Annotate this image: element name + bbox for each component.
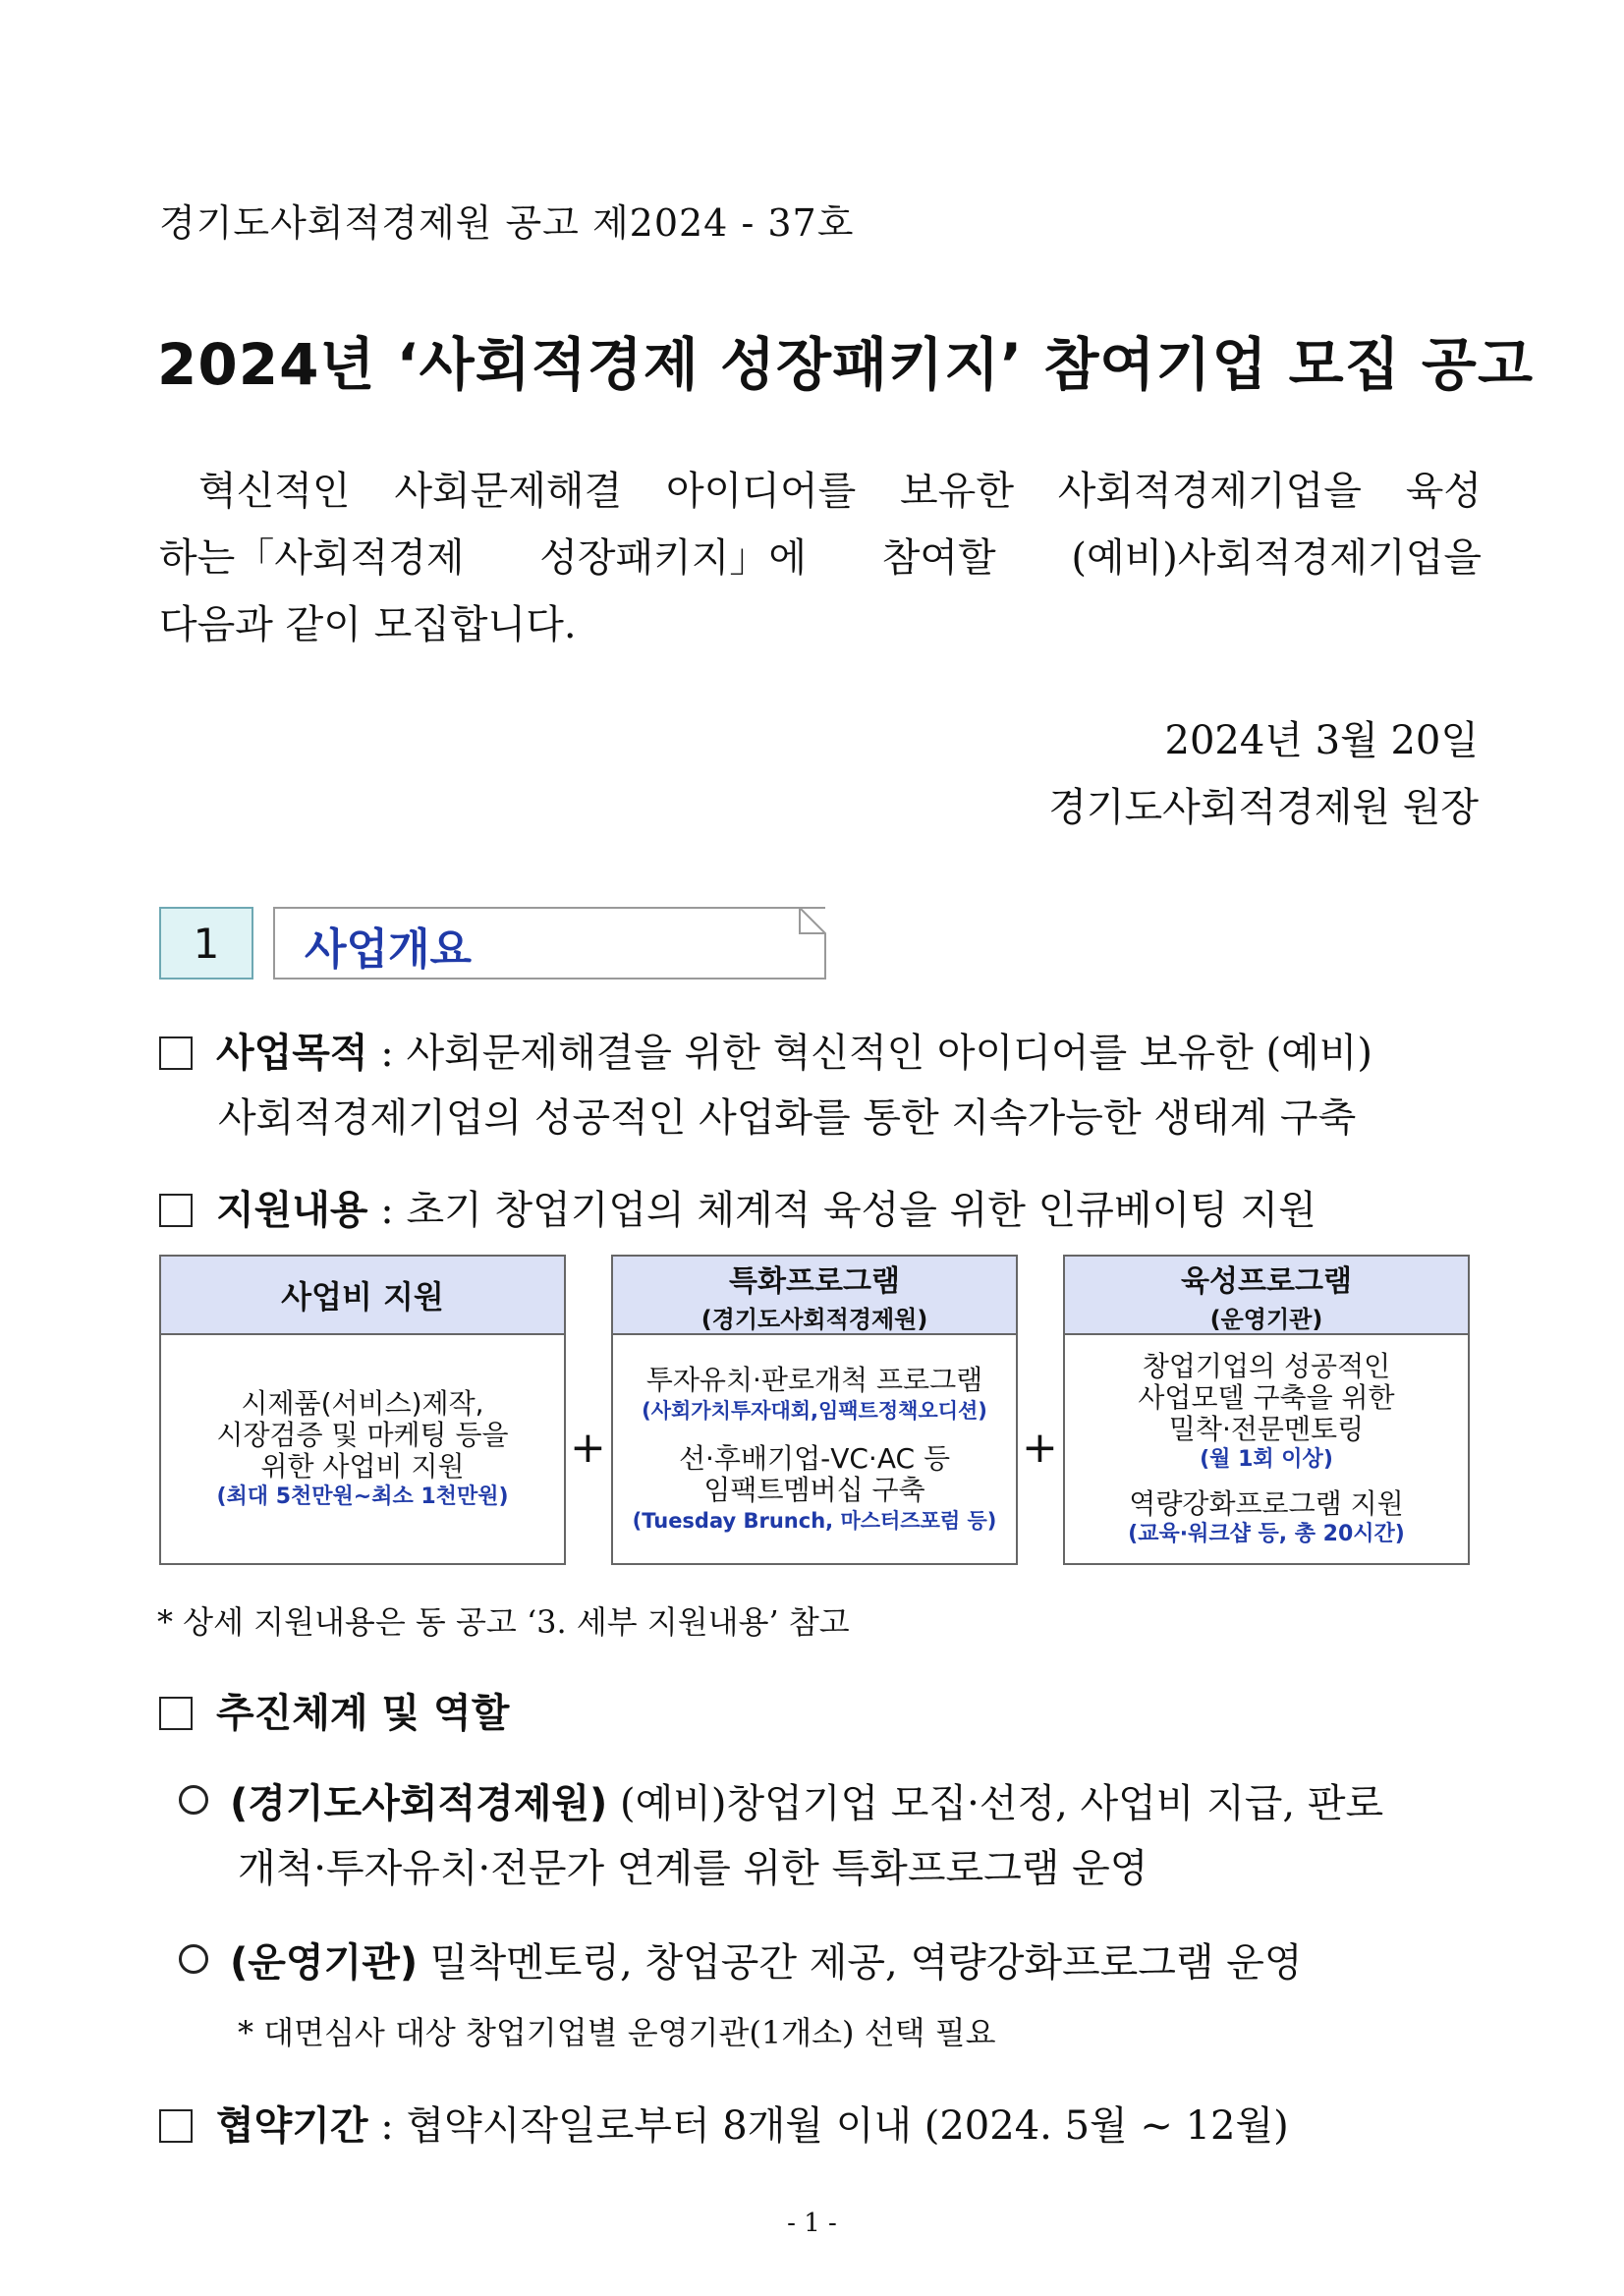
support-table-col-nurturing-program (1063, 1255, 1470, 1565)
plus-icon: + (1022, 1423, 1058, 1473)
checkbox-square-icon (159, 1697, 193, 1730)
table-header: 사업비 지원 (161, 1257, 564, 1335)
structure-heading: 추진체계 및 역할 (159, 1682, 509, 1738)
section-number: 1 (159, 907, 253, 980)
notice-date: 2024년 3월 20일 (1164, 718, 1479, 763)
table-body: 투자유치·판로개척 프로그램 (사회가치투자대회,임팩트정책오디션) 선·후배기업-VC·AC 등 임팩트멤버십 구축 (Tuesday Brunch, 마스터즈포럼 등) (632, 1364, 997, 1533)
support-table-col-business-funds (159, 1255, 566, 1565)
period-line: 협약기간 : 협약시작일로부터 8개월 이내 (2024. 5월 ~ 12월) (159, 2095, 1289, 2151)
checkbox-square-icon (159, 1194, 193, 1227)
intro-paragraph (159, 458, 1482, 658)
support-line: 지원내용 : 초기 창업기업의 체계적 육성을 위한 인큐베이팅 지원 (159, 1179, 1316, 1235)
page-title: 2024년 ‘사회적경제 성장패키지’ 참여기업 모집 공고 (157, 331, 1534, 398)
table-header: 특화프로그램 (경기도사회적경제원) (613, 1257, 1016, 1335)
purpose-line-2: 사회적경제기업의 성공적인 사업화를 통한 지속가능한 생태계 구축 (218, 1095, 1357, 1141)
notice-number: 경기도사회적경제원 공고 제2024 - 37호 (159, 201, 855, 245)
structure-item-1: (경기도사회적경제원) (예비)창업기업 모집·선정, 사업비 지급, 판로 (179, 1772, 1383, 1828)
structure-item-2: (운영기관) 밀착멘토링, 창업공간 제공, 역량강화프로그램 운영 (179, 1932, 1303, 1988)
intro-line-2: 하는「사회적경제 성장패키지」에 참여할 (예비)사회적경제기업을 (159, 535, 1482, 581)
circle-bullet-icon (179, 1944, 208, 1974)
page-number: - 1 - (787, 2209, 837, 2238)
support-table-col-special-program (611, 1255, 1018, 1565)
purpose-line-1: 사업목적 : 사회문제해결을 위한 혁신적인 아이디어를 보유한 (예비) (159, 1022, 1372, 1078)
table-body: 시제품(서비스)제작, 시장검증 및 마케팅 등을 위한 사업비 지원 (최대 5천만원~최소 1천만원) (216, 1387, 509, 1509)
table-body: 창업기업의 성공적인 사업모델 구축을 위한 밀착·전문멘토링 (월 1회 이상) 역량강화프로그램 지원 (교육·워크샵 등, 총 20시간) (1128, 1350, 1405, 1546)
detail-note: * 상세 지원내용은 동 공고 ‘3. 세부 지원내용’ 참고 (157, 1603, 850, 1641)
structure-item-2-note: * 대면심사 대상 창업기업별 운영기관(1개소) 선택 필요 (238, 2014, 996, 2051)
section-title: 사업개요 (305, 924, 473, 975)
plus-icon: + (570, 1423, 606, 1473)
folded-corner-icon (786, 907, 827, 980)
circle-bullet-icon (179, 1785, 208, 1815)
intro-line-3: 다음과 같이 모집합니다. (159, 602, 577, 647)
checkbox-square-icon (159, 1036, 193, 1070)
intro-line-1: 혁신적인 사회문제해결 아이디어를 보유한 사회적경제기업을 육성 (198, 469, 1482, 514)
table-header: 육성프로그램 (운영기관) (1065, 1257, 1468, 1335)
issuer-organization: 경기도사회적경제원 원장 (1048, 785, 1479, 830)
checkbox-square-icon (159, 2109, 193, 2143)
structure-item-1-line-2: 개척·투자유치·전문가 연계를 위한 특화프로그램 운영 (238, 1846, 1148, 1891)
